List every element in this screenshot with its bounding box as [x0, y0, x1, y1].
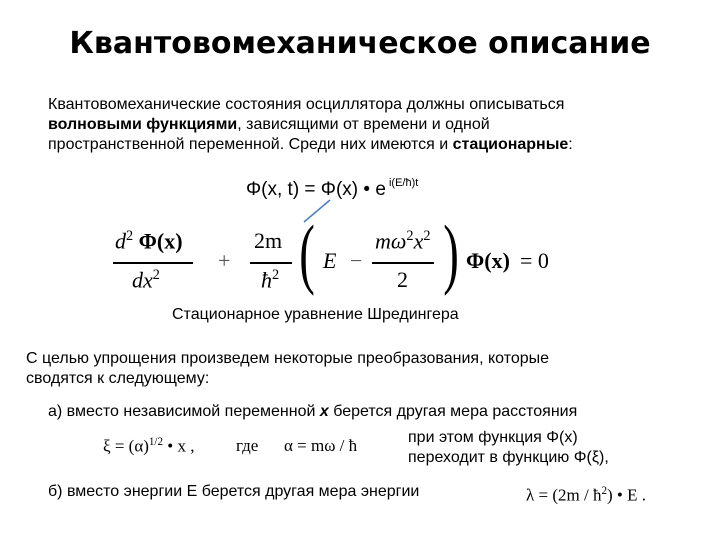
xi-formula-rest: • x ,	[163, 436, 195, 456]
frac3-num-sup1: 2	[406, 228, 414, 244]
simplify-line-2: сводятся к следующему:	[26, 370, 210, 387]
frac2-bar	[250, 262, 292, 264]
plus-sign: +	[218, 248, 231, 273]
time-equation-exponent: i(E/ħ)t	[385, 177, 419, 189]
frac2-numerator: 2m	[254, 228, 283, 253]
note-line-2: переходит в функцию Φ(ξ),	[408, 449, 609, 466]
equals-zero: = 0	[520, 248, 549, 273]
intro-bold-stationary: стационарные	[452, 136, 569, 153]
item-a-start: а) вместо независимой переменной	[48, 403, 320, 420]
frac3-num-x: x	[413, 228, 424, 254]
minus-sign: −	[350, 248, 363, 273]
xi-formula-sup: 1/2	[148, 436, 164, 448]
frac3-num-sup2: 2	[423, 228, 431, 244]
equation-caption: Стационарное уравнение Шредингера	[172, 306, 459, 323]
xi-formula-main: ξ = (α)	[103, 436, 149, 456]
energy-symbol: E	[323, 248, 337, 273]
simplify-line-1: С целью упрощения произведем некоторые преобразования, которые	[26, 350, 550, 367]
frac2-denominator	[261, 267, 279, 293]
right-bracket: )	[443, 209, 459, 296]
frac1-denominator	[132, 267, 160, 293]
frac1-bar	[113, 262, 193, 264]
frac1-den-sup: 2	[152, 267, 160, 283]
intro-bold-term: волновыми функциями	[48, 116, 238, 133]
frac2-den-sup: 2	[272, 267, 280, 283]
item-a-text	[48, 402, 577, 422]
lambda-formula-sup: 2	[601, 485, 607, 497]
lambda-formula-rest: ) • E .	[606, 485, 646, 505]
intro-line-1: Квантовомеханические состояния осциллятора должны описываться	[48, 96, 565, 113]
where-word: где	[236, 436, 259, 455]
left-bracket: (	[299, 209, 315, 296]
phi-function: Φ(x)	[466, 248, 510, 273]
note-line-1: при этом функция Φ(x)	[408, 429, 578, 446]
item-b-text: б) вместо энергии E берется другая мера энергии	[48, 483, 420, 500]
alpha-formula: α = mω / ħ	[284, 436, 358, 455]
lambda-formula	[526, 485, 646, 506]
item-a-var: x	[319, 403, 329, 420]
xi-formula	[103, 436, 194, 457]
frac3-numerator	[375, 228, 431, 254]
time-equation-main: Φ(x, t) = Φ(x) • e	[246, 179, 386, 200]
intro-line-2-rest: , зависящими от времени и одной	[237, 116, 490, 133]
lambda-formula-main: λ = (2m / ħ	[526, 485, 602, 505]
item-a-end: берется другая мера расстояния	[328, 403, 578, 420]
frac3-num-mw: mω	[375, 228, 407, 254]
frac1-num-sup: 2	[126, 228, 134, 244]
page-title: Квантовомеханическое описание	[69, 26, 651, 61]
intro-line-3-end: :	[568, 136, 573, 153]
frac3-bar	[372, 262, 434, 264]
frac1-num-d: d	[115, 228, 126, 254]
frac1-den-dx: dx	[132, 267, 153, 293]
frac1-num-phi: Φ(x)	[133, 228, 183, 254]
frac3-denominator: 2	[397, 267, 408, 292]
intro-line-3-start: пространственной переменной. Среди них имеются и	[48, 136, 453, 153]
frac2-den-hbar: ħ	[261, 267, 272, 293]
frac1-numerator	[115, 228, 183, 254]
